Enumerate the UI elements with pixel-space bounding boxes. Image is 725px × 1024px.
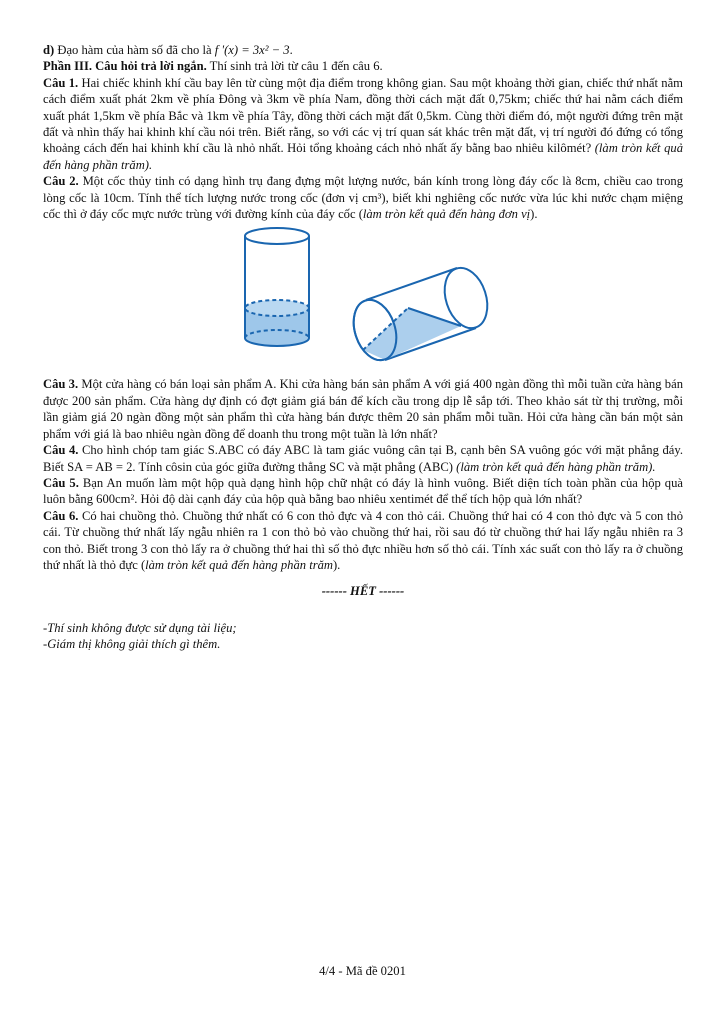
question-label: Câu 5.	[43, 475, 79, 490]
glass-cups-illustration	[233, 226, 503, 372]
part3-heading: Phần III. Câu hỏi trả lời ngắn.	[43, 59, 207, 74]
upright-cup	[245, 228, 309, 346]
question-text: Cho hình chóp tam giác S.ABC có đáy ABC là tam giác vuông cân tại B, cạnh bên SA vuông góc với mặt phẳng đáy. Biết SA = AB = 2. Tính côsin của góc giữa đường thẳng SC và mặt phẳng (ABC)	[43, 443, 683, 474]
question-5	[43, 475, 683, 508]
question-label: Câu 1.	[43, 75, 79, 90]
question-text: Một cốc thủy tinh có dạng hình trụ đang đựng một lượng nước, bán kính trong lòng đáy cốc là 8cm, chiều cao trong lòng cốc là 10cm. Tính thể tích lượng nước trong cốc (đơn vị cm³), biết khi nghiêng cốc nước vừa lúc khi nước chạm miệng cốc thì ở đáy cốc mực nước trùng với đường kính của đáy cốc (	[43, 174, 683, 222]
question-6	[43, 508, 683, 574]
question-tail: ).	[332, 557, 341, 572]
question-text: Có hai chuồng thỏ. Chuồng thứ nhất có 6 con thỏ đực và 4 con thỏ cái. Chuồng thứ hai có 4 con thỏ đực và 5 con thỏ cái. Từ chuồng thứ nhất lấy ngẫu nhiên ra 1 con thỏ bỏ vào chuồng thứ hai, rồi sau đó từ chuồng thứ hai lấy ngẫu nhiên ra 3 con thỏ. Biết trong 3 con thỏ lấy ra ở chuồng thứ hai thì số thỏ đực nhiều hơn số thỏ cái. Tính xác suất con thỏ lấy ra ở chuồng thứ nhất là thỏ đực (	[43, 508, 683, 572]
end-mark: ------ HẾT ------	[321, 584, 405, 599]
question-1	[43, 75, 683, 173]
note-item: -Thí sinh không được sử dụng tài liệu;	[43, 620, 237, 635]
question-text: Hai chiếc khinh khí cầu bay lên từ cùng một địa điểm trong không gian. Sau một khoảng thời gian, chiếc thứ nhất nằm cách điểm xuất phát 2km về phía Đông và 3km về phía Nam, đồng thời cách mặt đất 0,75km; chiếc thứ hai nằm cách điểm xuất phát 1,5km về phía Bắc và 1km về phía Tây, đồng thời cách mặt đất 0,5km. Cùng thời điểm đó, một người đứng trên mặt đất và nhìn thấy hai khinh khí cầu nói trên. Biết rằng, so với các vị trí quan sát khác trên mặt đất, vị trí người đó đứng có tổng khoảng cách đến hai khinh khí cầu là nhỏ nhất. Hỏi tổng khoảng cách nhỏ nhất ấy bằng bao nhiêu kilômét?	[43, 75, 683, 156]
question-note: làm tròn kết quả đến hàng phần trăm	[145, 557, 333, 572]
question-text: Một cửa hàng có bán loại sản phẩm A. Khi cửa hàng bán sản phẩm A với giá 400 ngàn đồng thì mỗi tuần cửa hàng bán được 200 sản phẩm. Cửa hàng dự định có đợt giảm giá bán để kích cầu trong dịp lễ sắp tới. Theo khảo sát từ thị trường, mỗi lần giảm giá 20 ngàn đồng một sản phẩm thì cửa hàng bán được thêm 20 sản phẩm mỗi tuần. Hỏi cửa hàng cần bán một sản phẩm với giá là bao nhiêu ngàn đồng để doanh thu trong một tuần là lớn nhất?	[43, 377, 683, 441]
part-d	[43, 42, 683, 58]
part3-header	[43, 58, 683, 74]
exam-page	[43, 42, 683, 653]
question-4	[43, 442, 683, 475]
note-item: -Giám thị không giải thích gì thêm.	[43, 637, 221, 652]
question-label: Câu 3.	[43, 377, 79, 392]
part3-intro: Thí sinh trả lời từ câu 1 đến câu 6.	[209, 59, 383, 74]
part-d-label: d)	[43, 43, 55, 57]
question-text: Bạn An muốn làm một hộp quà dạng hình hộp chữ nhật có đáy là hình vuông. Biết diện tích toàn phần của hộp quà luôn bằng 600cm². Hỏi độ dài cạnh đáy của hộp quà bằng bao nhiêu xentimét để thể tích hộp quà lớn nhất?	[43, 475, 683, 507]
cup-figure	[43, 226, 683, 374]
question-note: (làm tròn kết quả đến hàng phần trăm).	[456, 459, 656, 474]
question-note: (làm tròn kết quả đến hàng phần trăm).	[43, 141, 683, 172]
question-label: Câu 4.	[43, 443, 79, 458]
question-label: Câu 2.	[43, 174, 79, 189]
exam-notes	[43, 620, 683, 653]
question-label: Câu 6.	[43, 508, 79, 523]
part-d-text: Đạo hàm của hàm số đã cho là	[57, 43, 212, 57]
tilted-cup	[346, 263, 494, 366]
question-2	[43, 173, 683, 222]
page-footer: 4/4 - Mã đề 0201	[319, 964, 406, 978]
question-note: làm tròn kết quả đến hàng đơn vị	[362, 207, 531, 222]
part-d-suffix: .	[289, 43, 293, 57]
question-tail: ).	[530, 207, 538, 222]
part-d-formula: f '(x) = 3x² − 3	[214, 43, 290, 57]
question-3	[43, 376, 683, 442]
